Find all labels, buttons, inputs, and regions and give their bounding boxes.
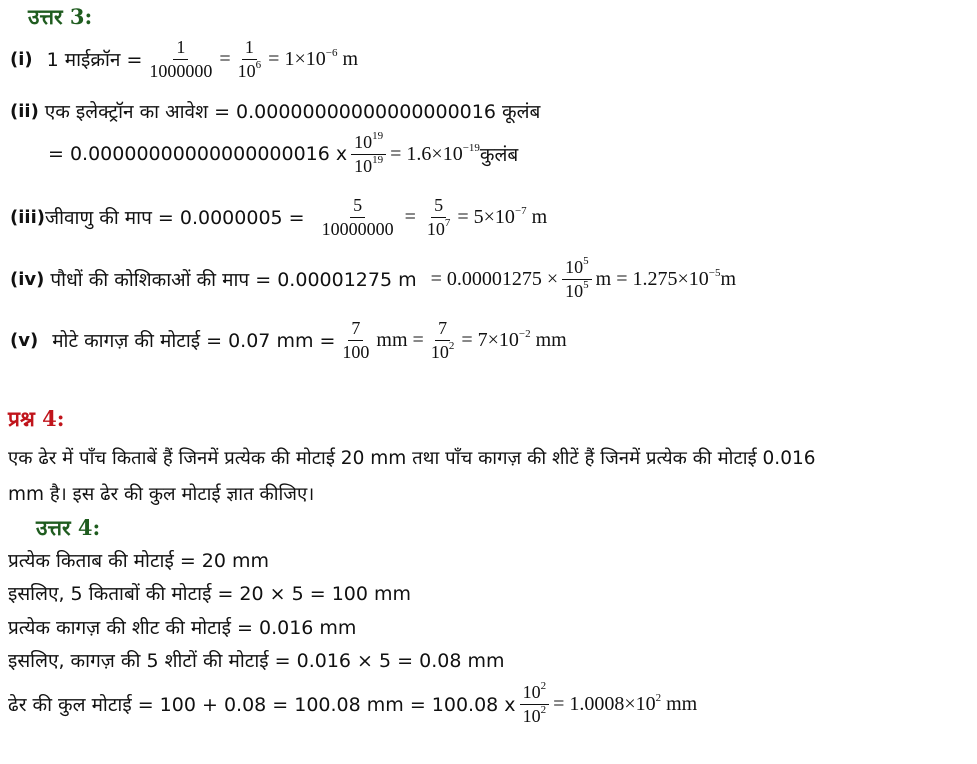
part-label: (v) <box>10 329 39 351</box>
fraction-numerator: 1 <box>242 38 257 60</box>
fraction-numerator <box>351 130 386 155</box>
fraction-1 <box>339 319 372 362</box>
answer-4-line-1: प्रत्येक किताब की मोटाई = 20 mm <box>8 550 270 572</box>
fraction-2 <box>428 319 458 362</box>
power-exponent: 2 <box>540 703 547 716</box>
result <box>596 268 736 291</box>
fraction-numerator: 7 <box>348 319 363 341</box>
power-exponent: 6 <box>255 58 262 71</box>
result-exponent: −6 <box>325 46 338 59</box>
fraction-numerator <box>562 255 592 280</box>
fraction-denominator <box>562 280 592 301</box>
expression: = 0.00001275 × <box>430 267 559 290</box>
fraction-denominator <box>235 60 265 81</box>
power-exponent: 2 <box>448 339 455 352</box>
answer-3-part-iii <box>10 196 547 239</box>
power-exponent: 19 <box>372 153 384 166</box>
part-label: (iii) <box>10 206 45 228</box>
statement: = 0.00000000000000000016 x <box>48 143 348 166</box>
answer-3-part-v <box>10 319 567 362</box>
result-exponent: 2 <box>655 691 662 704</box>
part-label: (ii) <box>10 100 39 122</box>
result-base: = 7×10 <box>461 328 519 351</box>
result <box>390 143 480 166</box>
result-base: = 5×10 <box>457 205 515 228</box>
answer-3-heading: उत्तर 3: <box>28 4 93 29</box>
fraction-2 <box>424 196 454 239</box>
result-exponent: −5 <box>708 266 721 279</box>
answer-3-part-ii <box>10 98 540 124</box>
question-4-text-line-1: एक ढेर में पाँच किताबें हैं जिनमें प्रत्येक की मोटाई 20 mm तथा पाँच कागज़ की शीटें हैं जिनमें प्रत्येक की मोटाई 0.016 <box>8 448 816 469</box>
fraction-numerator: 7 <box>435 319 450 341</box>
result-base: = 1.6×10 <box>390 142 463 165</box>
part-label: (i) <box>10 48 33 70</box>
part-label: (iv) <box>10 268 45 290</box>
fraction <box>351 130 386 176</box>
statement: पौधों की कोशिकाओं की माप = 0.00001275 m <box>50 269 417 292</box>
answer-4-line-5 <box>8 680 698 726</box>
power-base: 10 <box>354 155 373 176</box>
power-base: 10 <box>522 705 541 726</box>
power-base: 10 <box>430 341 449 362</box>
statement: एक इलेक्ट्रॉन का आवेश = 0.00000000000000000016 कूलंब <box>44 101 541 123</box>
result-exponent: −19 <box>462 141 480 154</box>
question-4-text-line-2: mm है। इस ढेर की कुल मोटाई ज्ञात कीजिए। <box>8 484 315 505</box>
fraction-denominator: 100 <box>342 341 370 362</box>
statement: जीवाणु की माप = 0.0000005 = <box>44 207 305 230</box>
fraction-numerator: 5 <box>350 196 365 218</box>
fraction-denominator: 10000000 <box>321 218 394 239</box>
fraction-denominator <box>428 341 458 362</box>
result-base: = 1.0008×10 <box>553 692 656 715</box>
fraction-denominator: 1000000 <box>149 60 213 81</box>
result-exponent: −7 <box>514 204 527 217</box>
power-base: 10 <box>237 60 256 81</box>
answer-3-part-ii-continuation <box>48 130 519 176</box>
result-unit: m <box>337 47 359 70</box>
power-exponent: 5 <box>583 255 589 267</box>
result-unit: m <box>526 205 548 228</box>
result <box>268 48 358 71</box>
fraction-1 <box>319 196 397 239</box>
fraction <box>562 255 592 301</box>
answer-4-line-4: इसलिए, कागज़ की 5 शीटों की मोटाई = 0.016 × 5 = 0.08 mm <box>8 650 505 672</box>
equals-sign: = <box>404 205 416 228</box>
answer-3-part-iv <box>10 255 737 301</box>
fraction-numerator <box>520 680 550 705</box>
fraction <box>520 680 550 726</box>
result-base: m = 1.275×10 <box>595 267 709 290</box>
fraction-2 <box>235 38 265 81</box>
fraction-denominator <box>520 705 550 726</box>
fraction-1 <box>146 38 215 81</box>
equals-sign: = <box>219 47 231 70</box>
result-unit: mm <box>661 692 698 715</box>
fraction-numerator: 1 <box>173 38 188 60</box>
statement: 1 माईक्रॉन = <box>46 49 143 72</box>
answer-4-line-3: प्रत्येक कागज़ की शीट की मोटाई = 0.016 mm <box>8 617 357 639</box>
fraction-denominator <box>424 218 454 239</box>
result <box>553 693 697 716</box>
result-unit: m <box>720 267 737 290</box>
fraction-numerator: 5 <box>431 196 446 218</box>
power-base: 10 <box>354 132 373 152</box>
power-exponent: 7 <box>444 216 451 229</box>
power-base: 10 <box>426 218 445 239</box>
result <box>457 206 547 229</box>
power-base: 10 <box>565 257 584 277</box>
fraction-denominator <box>351 155 386 176</box>
result-base: = 1×10 <box>268 47 326 70</box>
question-4-heading: प्रश्न 4: <box>8 406 65 431</box>
result <box>461 329 566 352</box>
result-unit: कुलंब <box>479 144 519 167</box>
statement: मोटे कागज़ की मोटाई = 0.07 mm = <box>52 330 336 353</box>
answer-4-heading: उत्तर 4: <box>36 515 101 540</box>
statement: ढेर की कुल मोटाई = 100 + 0.08 = 100.08 mm = 100.08 x <box>8 694 516 717</box>
power-exponent: 19 <box>372 130 384 142</box>
result-unit: mm <box>530 328 567 351</box>
power-exponent: 2 <box>540 680 547 692</box>
answer-3-part-i <box>10 38 358 81</box>
power-base: 10 <box>565 280 584 301</box>
power-base: 10 <box>522 682 541 702</box>
power-exponent: 5 <box>583 278 589 291</box>
answer-4-line-2: इसलिए, 5 किताबों की मोटाई = 20 × 5 = 100 mm <box>8 583 412 605</box>
result-exponent: −2 <box>518 327 531 340</box>
expression: mm = <box>376 328 424 351</box>
